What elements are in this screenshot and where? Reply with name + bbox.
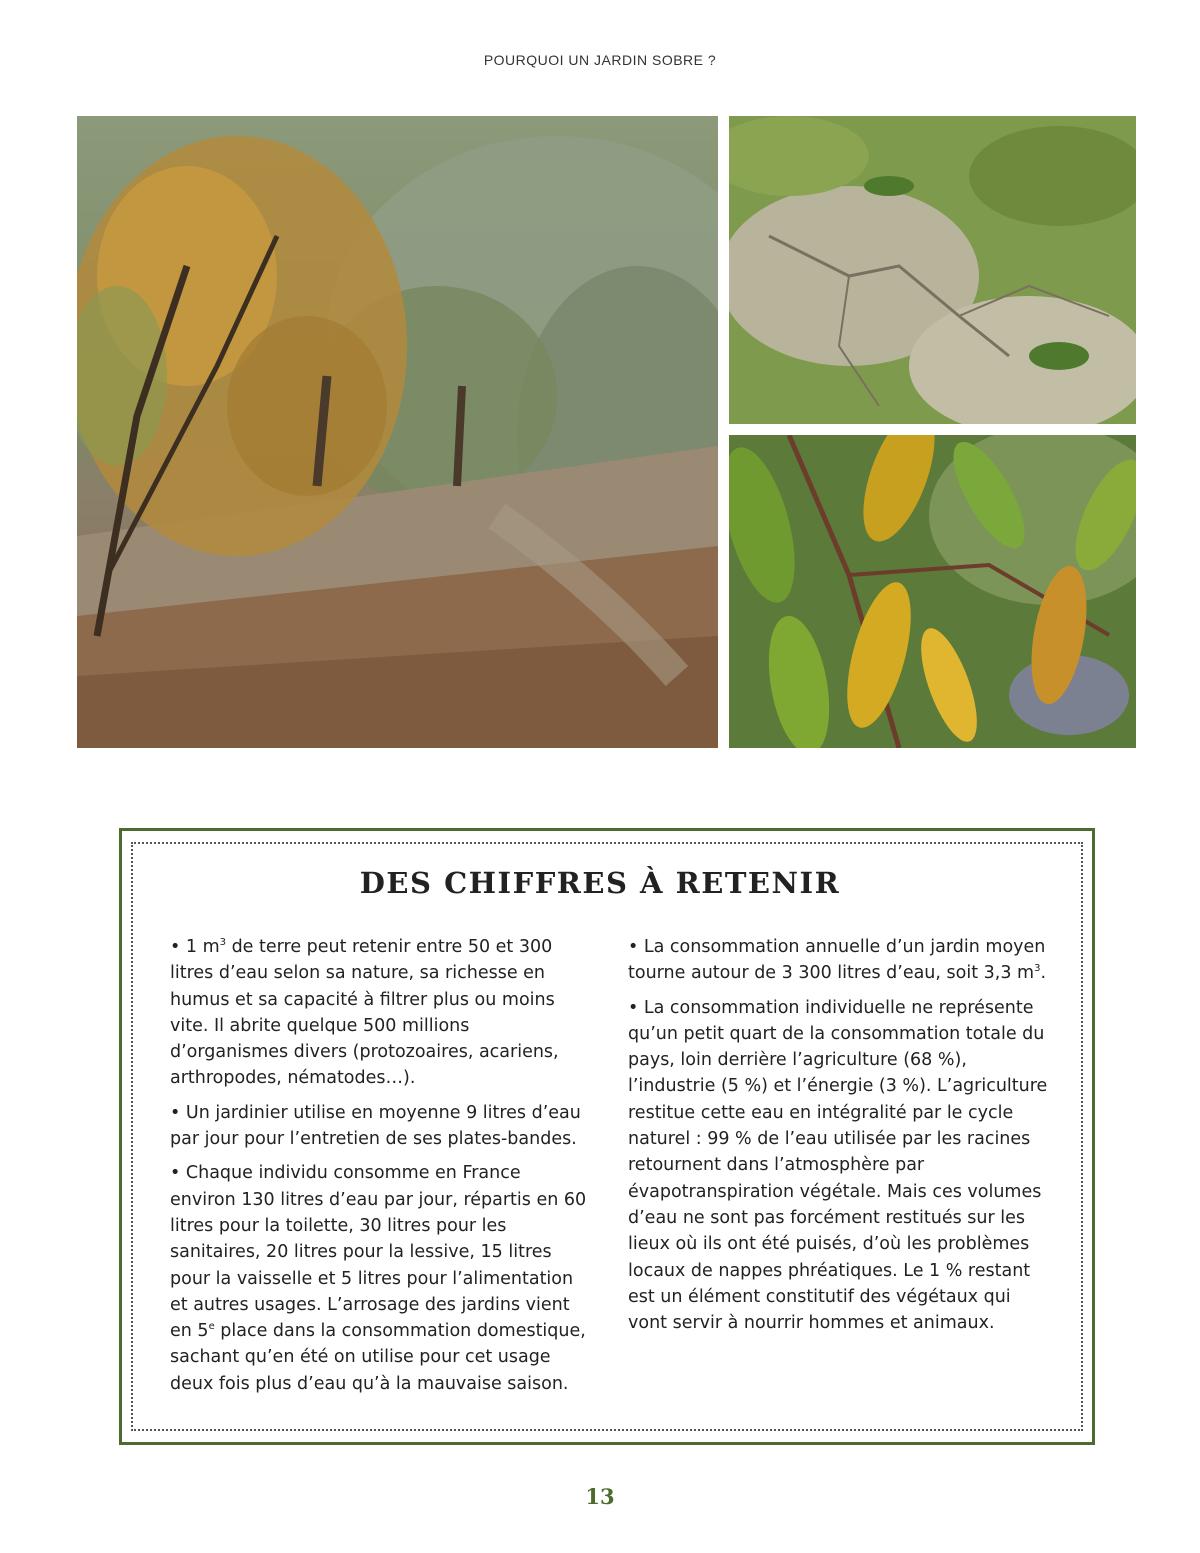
- superscript: 3: [1034, 963, 1041, 975]
- page-number: 13: [585, 1484, 615, 1509]
- paragraph-text: • Un jardinier utilise en moyenne 9 litres d’eau par jour pour l’entretien de ses plates-bandes.: [170, 1102, 581, 1150]
- paragraph-text: place dans la consommation domestique, sachant qu’en été on utilise pour cet usage deux fois plus d’eau qu’à la mauvaise saison.: [170, 1321, 586, 1394]
- leaves-photo: [729, 435, 1136, 748]
- info-box-dotted-border: [131, 842, 1083, 1431]
- paragraph-text: • Chaque individu consomme en France environ 130 litres d’eau par jour, répartis en 60 litres pour la toilette, 30 litres pour les sanitaires, 20 litres pour la lessive, 15 litres pour la vaisselle et 5 litres pour l’alimentation et autres usages. L’arrosage des jardins vient en 5: [170, 1163, 587, 1342]
- paragraph-text: de terre peut retenir entre 50 et 300 litres d’eau selon sa nature, sa richesse en humus et sa capacité à filtrer plus ou moins vite. Il abrite quelque 500 millions d’organismes divers (protozoaires, acariens, arthropodes, nématodes…).: [170, 937, 559, 1089]
- paragraph-text: .: [1040, 963, 1047, 984]
- running-head: POURQUOI UN JARDIN SOBRE ?: [483, 52, 717, 68]
- paragraph-text: • 1 m: [170, 937, 220, 957]
- superscript: e: [208, 1321, 215, 1333]
- paragraph-text: • La consommation annuelle d’un jardin moyen tourne autour de 3 300 litres d’eau, soit 3,3 m: [628, 937, 1046, 984]
- superscript: 3: [219, 937, 227, 949]
- orchard-photo: [77, 116, 718, 748]
- paragraph-text: • La consommation individuelle ne représente qu’un petit quart de la consommation totale du pays, loin derrière l’agriculture (68 %), l’industrie (5 %) et l’énergie (3 %). L’agriculture restitue cette eau en intégralité par le cycle naturel : 99 % de l’eau utilisée par les racines retournent dans l’atmosphère par évapotranspiration végétale. Mais ces volumes d’eau ne sont pas forcément restitués sur les lieux où ils ont été puisés, d’où les problèmes locaux de nappes phréatiques. Le 1 % restant est un élément constitutif des végétaux qui vont servir à nourrir hommes et animaux.: [628, 997, 1048, 1334]
- cracked-soil-photo: [729, 116, 1136, 424]
- box-title: DES CHIFFRES À RETENIR: [359, 866, 841, 900]
